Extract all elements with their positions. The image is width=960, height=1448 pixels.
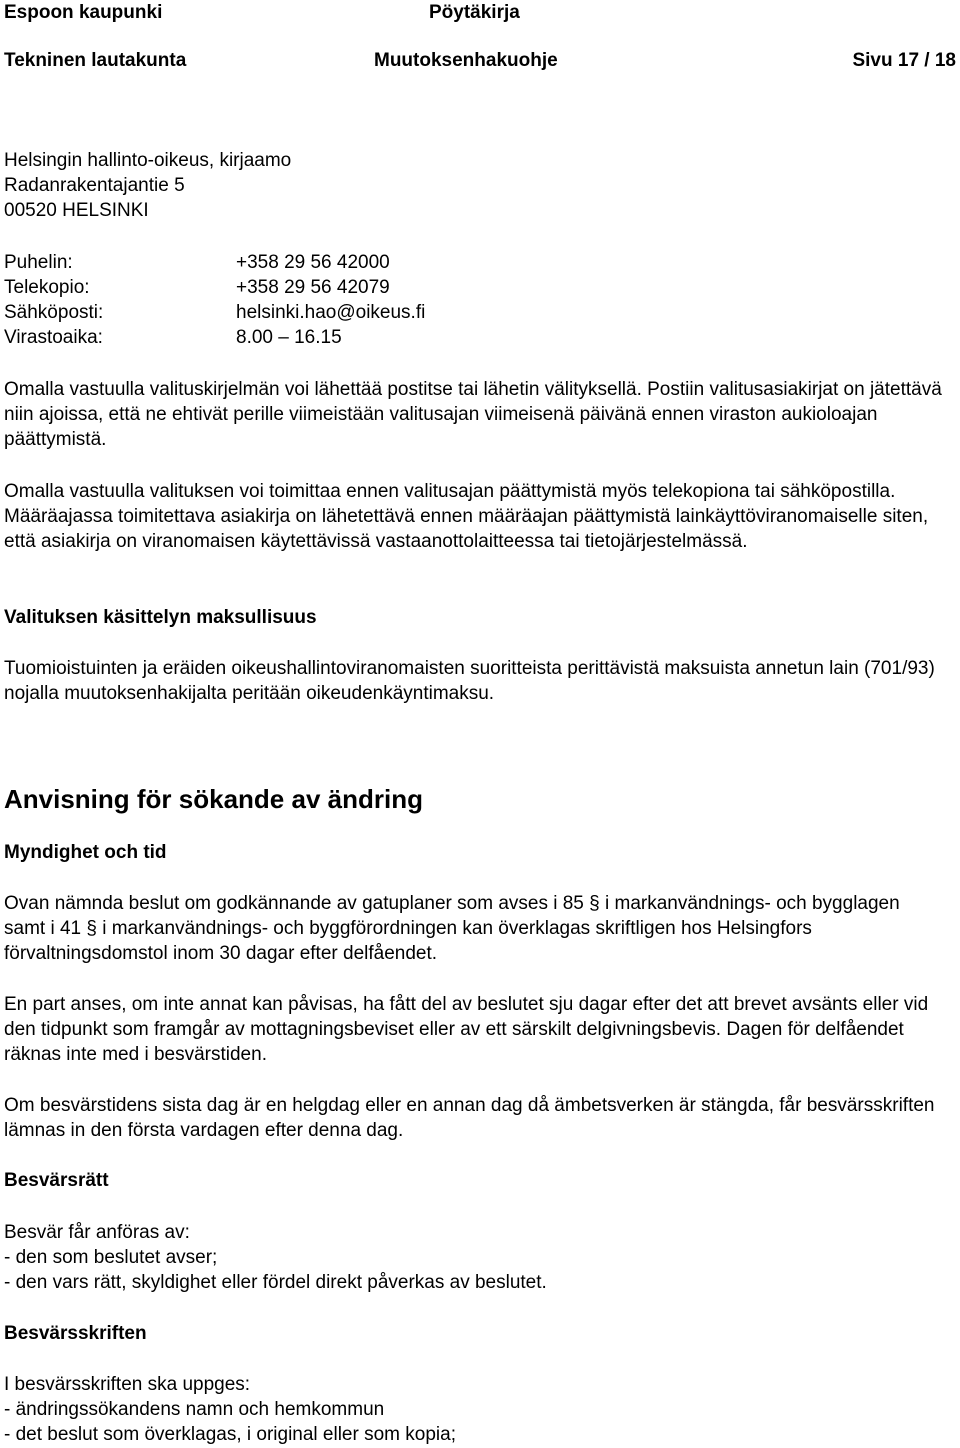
page-header-top <box>4 0 956 25</box>
contact-label: Puhelin: <box>4 252 73 273</box>
list-intro: Besvär får anföras av: <box>4 1222 190 1243</box>
contact-label: Sähköposti: <box>4 302 104 323</box>
section-heading: Besvärsrätt <box>4 1170 109 1191</box>
document-title: Anvisning för sökande av ändring <box>4 784 423 814</box>
doc-type: Pöytäkirja <box>429 2 520 23</box>
page-number: Sivu 17 / 18 <box>852 50 956 71</box>
section-heading: Myndighet och tid <box>4 842 167 863</box>
contact-row <box>4 250 944 275</box>
fi-para-2 <box>4 479 944 554</box>
paragraph-text: En part anses, om inte annat kan påvisas, ha fått del av beslutet sju dagar efter det att brevet avsänts eller vid den tidpunkt som framgår av mottagningsbeviset eller av ett särskilt delgivningsbevis. Dagen för delfåendet räknas inte med i besvärstiden. <box>4 994 929 1065</box>
contact-row <box>4 300 944 325</box>
sv-para-2 <box>4 992 944 1067</box>
contact-row <box>4 275 944 300</box>
list-item: - ändringssökandens namn och hemkommun <box>4 1399 385 1420</box>
section-heading: Besvärsskriften <box>4 1323 147 1344</box>
paragraph-text: Om besvärstidens sista dag är en helgdag eller en annan dag då ämbetsverken är stängda, får besvärsskriften lämnas in den första vardagen efter denna dag. <box>4 1095 935 1141</box>
contact-value: +358 29 56 42000 <box>236 252 390 273</box>
sv-right-heading <box>4 1168 944 1193</box>
fi-para-1 <box>4 377 944 452</box>
contact-row <box>4 325 944 350</box>
section-name: Muutoksenhakuohje <box>374 50 558 71</box>
contact-value: 8.00 – 16.15 <box>236 327 342 348</box>
sv-doc-heading <box>4 1321 944 1346</box>
address-line: 00520 HELSINKI <box>4 200 149 221</box>
court-address <box>4 148 944 223</box>
address-line: Radanrakentajantie 5 <box>4 175 185 196</box>
list-intro: I besvärsskriften ska uppges: <box>4 1374 251 1395</box>
paragraph-text: Omalla vastuulla valituskirjelmän voi lähettää postitse tai lähetin välityksellä. Postiin valitusasiakirjat on jätettävä niin ajoissa, että ne ehtivät perille viimeistään valitusajan viimeisenä päivänä ennen viraston aukioloajan päättymistä. <box>4 379 942 450</box>
section-heading: Valituksen käsittelyn maksullisuus <box>4 607 317 628</box>
sv-para-3 <box>4 1093 944 1143</box>
address-line: Helsingin hallinto-oikeus, kirjaamo <box>4 150 292 171</box>
contact-info <box>4 250 944 350</box>
sv-para-1 <box>4 891 944 966</box>
sv-doc-list <box>4 1372 944 1447</box>
sv-authority-heading <box>4 840 944 865</box>
fi-fee-heading <box>4 605 944 630</box>
contact-label: Telekopio: <box>4 277 90 298</box>
sv-right-list <box>4 1220 944 1295</box>
paragraph-text: Ovan nämnda beslut om godkännande av gatuplaner som avses i 85 § i markanvändnings- och bygglagen samt i 41 § i markanvändnings- och byggförordningen kan överklagas skriftligen hos Helsingfors förvaltningsdomstol inom 30 dagar efter delfåendet. <box>4 893 900 964</box>
contact-label: Virastoaika: <box>4 327 103 348</box>
org-name: Espoon kaupunki <box>4 2 163 23</box>
sv-title <box>4 784 944 814</box>
page-header-bottom <box>4 48 956 73</box>
contact-value: +358 29 56 42079 <box>236 277 390 298</box>
list-item: - den vars rätt, skyldighet eller fördel direkt påverkas av beslutet. <box>4 1272 547 1293</box>
fi-fee-para <box>4 656 944 706</box>
paragraph-text: Tuomioistuinten ja eräiden oikeushallintoviranomaisten suoritteista perittävistä maksuista annetun lain (701/93) nojalla muutoksenhakijalta peritään oikeudenkäyntimaksu. <box>4 658 935 704</box>
list-item: - det beslut som överklagas, i original eller som kopia; <box>4 1424 456 1445</box>
paragraph-text: Omalla vastuulla valituksen voi toimittaa ennen valitusajan päättymistä myös telekopiona tai sähköpostilla. Määräajassa toimitettava asiakirja on lähetettävä ennen määräajan päättymistä lainkäyttöviranomaiselle siten, että asiakirja on viranomaisen käytettävissä vastaanottolaitteessa tai tietojärjestelmässä. <box>4 481 929 552</box>
list-item: - den som beslutet avser; <box>4 1247 218 1268</box>
contact-value: helsinki.hao@oikeus.fi <box>236 302 426 323</box>
board-name: Tekninen lautakunta <box>4 50 187 71</box>
